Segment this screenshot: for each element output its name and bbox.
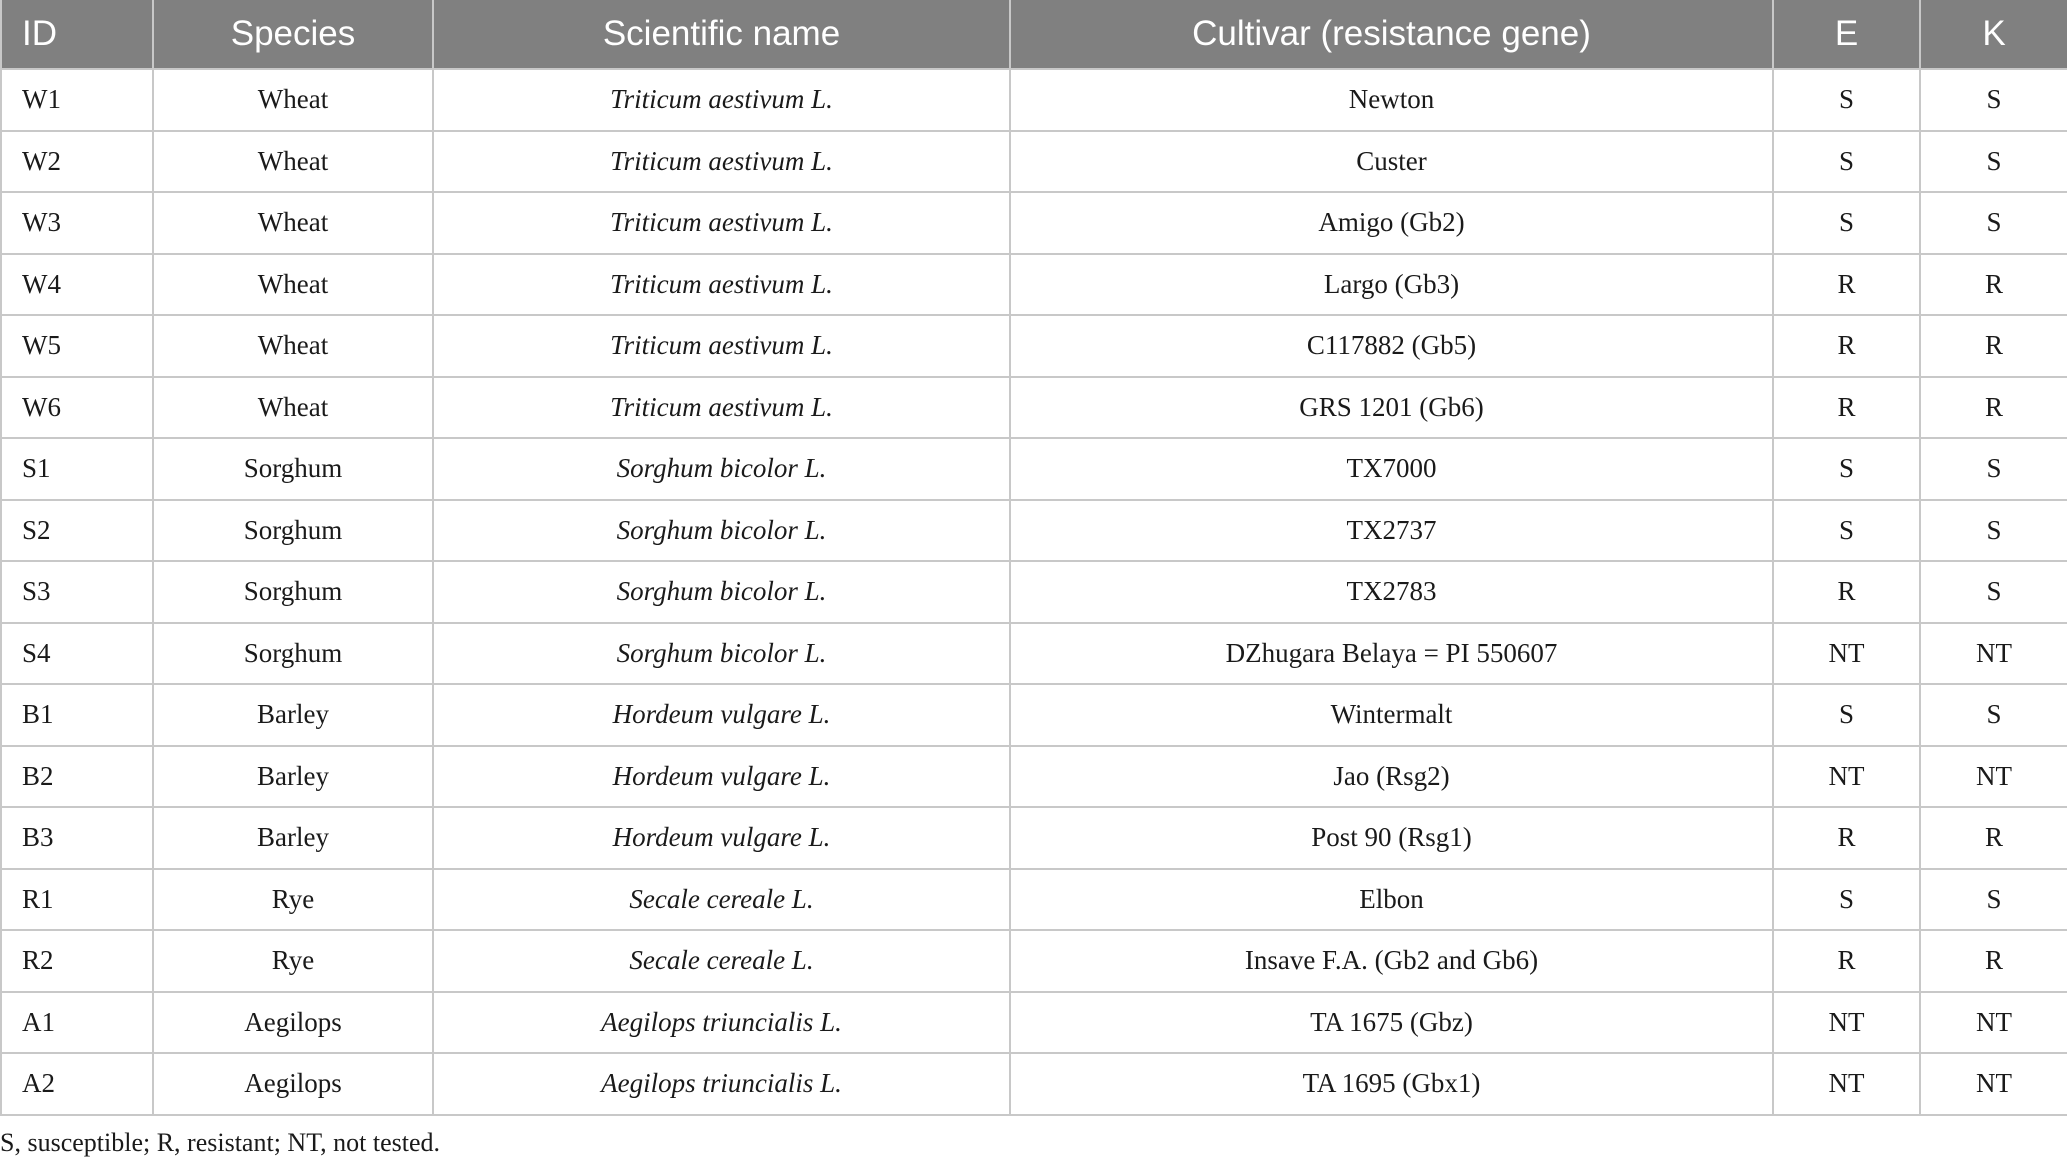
cell-scientific-name: Hordeum vulgare L. (433, 684, 1010, 746)
cell-e: NT (1773, 1053, 1920, 1115)
table-footnote: S, susceptible; R, resistant; NT, not tested. (0, 1128, 441, 1157)
cell-id: R1 (1, 869, 153, 931)
cell-scientific-name: Sorghum bicolor L. (433, 438, 1010, 500)
cell-cultivar: TA 1675 (Gbz) (1010, 992, 1773, 1054)
table-row (1, 438, 2067, 500)
table-row (1, 131, 2067, 193)
cell-scientific-name: Triticum aestivum L. (433, 131, 1010, 193)
header-scientific-name: Scientific name (433, 0, 1010, 69)
table-row (1, 192, 2067, 254)
cell-scientific-name: Triticum aestivum L. (433, 254, 1010, 316)
cell-cultivar: TX2737 (1010, 500, 1773, 562)
cell-id: A1 (1, 992, 153, 1054)
cell-species: Wheat (153, 192, 433, 254)
cell-e: NT (1773, 623, 1920, 685)
cell-id: B1 (1, 684, 153, 746)
header-id: ID (1, 0, 153, 69)
cell-cultivar: TX2783 (1010, 561, 1773, 623)
cell-k: S (1920, 500, 2067, 562)
cell-scientific-name: Triticum aestivum L. (433, 377, 1010, 439)
cell-species: Barley (153, 746, 433, 808)
table-row (1, 807, 2067, 869)
cell-k: R (1920, 930, 2067, 992)
cell-e: S (1773, 684, 1920, 746)
cell-id: S3 (1, 561, 153, 623)
cell-species: Rye (153, 869, 433, 931)
cell-k: NT (1920, 992, 2067, 1054)
table-row (1, 315, 2067, 377)
cell-e: S (1773, 131, 1920, 193)
table-row (1, 500, 2067, 562)
cell-e: S (1773, 69, 1920, 131)
cell-k: NT (1920, 623, 2067, 685)
cell-species: Wheat (153, 254, 433, 316)
cell-species: Aegilops (153, 992, 433, 1054)
cell-scientific-name: Triticum aestivum L. (433, 192, 1010, 254)
table-row (1, 1053, 2067, 1115)
cell-e: R (1773, 807, 1920, 869)
cell-cultivar: Elbon (1010, 869, 1773, 931)
table-row (1, 684, 2067, 746)
cell-id: A2 (1, 1053, 153, 1115)
cell-species: Wheat (153, 69, 433, 131)
table-row (1, 992, 2067, 1054)
table-row (1, 623, 2067, 685)
cell-cultivar: TA 1695 (Gbx1) (1010, 1053, 1773, 1115)
cell-e: S (1773, 438, 1920, 500)
table-row (1, 930, 2067, 992)
header-k: K (1920, 0, 2067, 69)
cell-scientific-name: Secale cereale L. (433, 869, 1010, 931)
cell-species: Barley (153, 684, 433, 746)
header-e: E (1773, 0, 1920, 69)
cell-id: W3 (1, 192, 153, 254)
cell-id: W2 (1, 131, 153, 193)
header-row (1, 0, 2067, 69)
cell-scientific-name: Secale cereale L. (433, 930, 1010, 992)
cell-scientific-name: Hordeum vulgare L. (433, 807, 1010, 869)
cell-cultivar: Post 90 (Rsg1) (1010, 807, 1773, 869)
cell-scientific-name: Triticum aestivum L. (433, 315, 1010, 377)
cell-cultivar: DZhugara Belaya = PI 550607 (1010, 623, 1773, 685)
cell-species: Aegilops (153, 1053, 433, 1115)
cell-k: S (1920, 438, 2067, 500)
cell-k: S (1920, 131, 2067, 193)
cell-cultivar: Newton (1010, 69, 1773, 131)
cell-cultivar: TX7000 (1010, 438, 1773, 500)
cell-k: R (1920, 377, 2067, 439)
cell-id: R2 (1, 930, 153, 992)
cell-species: Barley (153, 807, 433, 869)
table-row (1, 254, 2067, 316)
cell-cultivar: Largo (Gb3) (1010, 254, 1773, 316)
cell-cultivar: GRS 1201 (Gb6) (1010, 377, 1773, 439)
table-row (1, 869, 2067, 931)
cell-k: R (1920, 315, 2067, 377)
cell-id: W1 (1, 69, 153, 131)
table-row (1, 746, 2067, 808)
cell-cultivar: Custer (1010, 131, 1773, 193)
cell-id: B3 (1, 807, 153, 869)
cell-id: W4 (1, 254, 153, 316)
table-row (1, 377, 2067, 439)
cell-e: S (1773, 192, 1920, 254)
cell-e: S (1773, 500, 1920, 562)
cell-k: S (1920, 869, 2067, 931)
cell-cultivar: Amigo (Gb2) (1010, 192, 1773, 254)
cell-e: S (1773, 869, 1920, 931)
cell-k: S (1920, 561, 2067, 623)
cell-species: Sorghum (153, 561, 433, 623)
cell-species: Wheat (153, 131, 433, 193)
cell-cultivar: Wintermalt (1010, 684, 1773, 746)
table-body (1, 69, 2067, 1115)
cell-scientific-name: Hordeum vulgare L. (433, 746, 1010, 808)
cell-k: NT (1920, 1053, 2067, 1115)
cell-id: W6 (1, 377, 153, 439)
cell-species: Wheat (153, 315, 433, 377)
cell-scientific-name: Sorghum bicolor L. (433, 561, 1010, 623)
cell-scientific-name: Aegilops triuncialis L. (433, 1053, 1010, 1115)
cell-cultivar: Jao (Rsg2) (1010, 746, 1773, 808)
cell-e: R (1773, 377, 1920, 439)
cell-k: S (1920, 684, 2067, 746)
cell-id: W5 (1, 315, 153, 377)
cell-species: Sorghum (153, 623, 433, 685)
cell-species: Wheat (153, 377, 433, 439)
cell-k: R (1920, 254, 2067, 316)
cell-scientific-name: Triticum aestivum L. (433, 69, 1010, 131)
cell-species: Sorghum (153, 438, 433, 500)
cell-id: B2 (1, 746, 153, 808)
cell-e: R (1773, 930, 1920, 992)
cell-k: NT (1920, 746, 2067, 808)
cell-e: R (1773, 254, 1920, 316)
cell-cultivar: Insave F.A. (Gb2 and Gb6) (1010, 930, 1773, 992)
cell-k: S (1920, 69, 2067, 131)
cell-k: R (1920, 807, 2067, 869)
cell-e: R (1773, 561, 1920, 623)
cell-e: R (1773, 315, 1920, 377)
table-row (1, 561, 2067, 623)
cell-id: S2 (1, 500, 153, 562)
cell-scientific-name: Sorghum bicolor L. (433, 623, 1010, 685)
cell-cultivar: C117882 (Gb5) (1010, 315, 1773, 377)
cell-e: NT (1773, 746, 1920, 808)
header-species: Species (153, 0, 433, 69)
header-cultivar: Cultivar (resistance gene) (1010, 0, 1773, 69)
cell-species: Rye (153, 930, 433, 992)
table-row (1, 69, 2067, 131)
cell-scientific-name: Sorghum bicolor L. (433, 500, 1010, 562)
cell-e: NT (1773, 992, 1920, 1054)
cell-k: S (1920, 192, 2067, 254)
cell-id: S4 (1, 623, 153, 685)
cell-id: S1 (1, 438, 153, 500)
cell-species: Sorghum (153, 500, 433, 562)
cell-scientific-name: Aegilops triuncialis L. (433, 992, 1010, 1054)
